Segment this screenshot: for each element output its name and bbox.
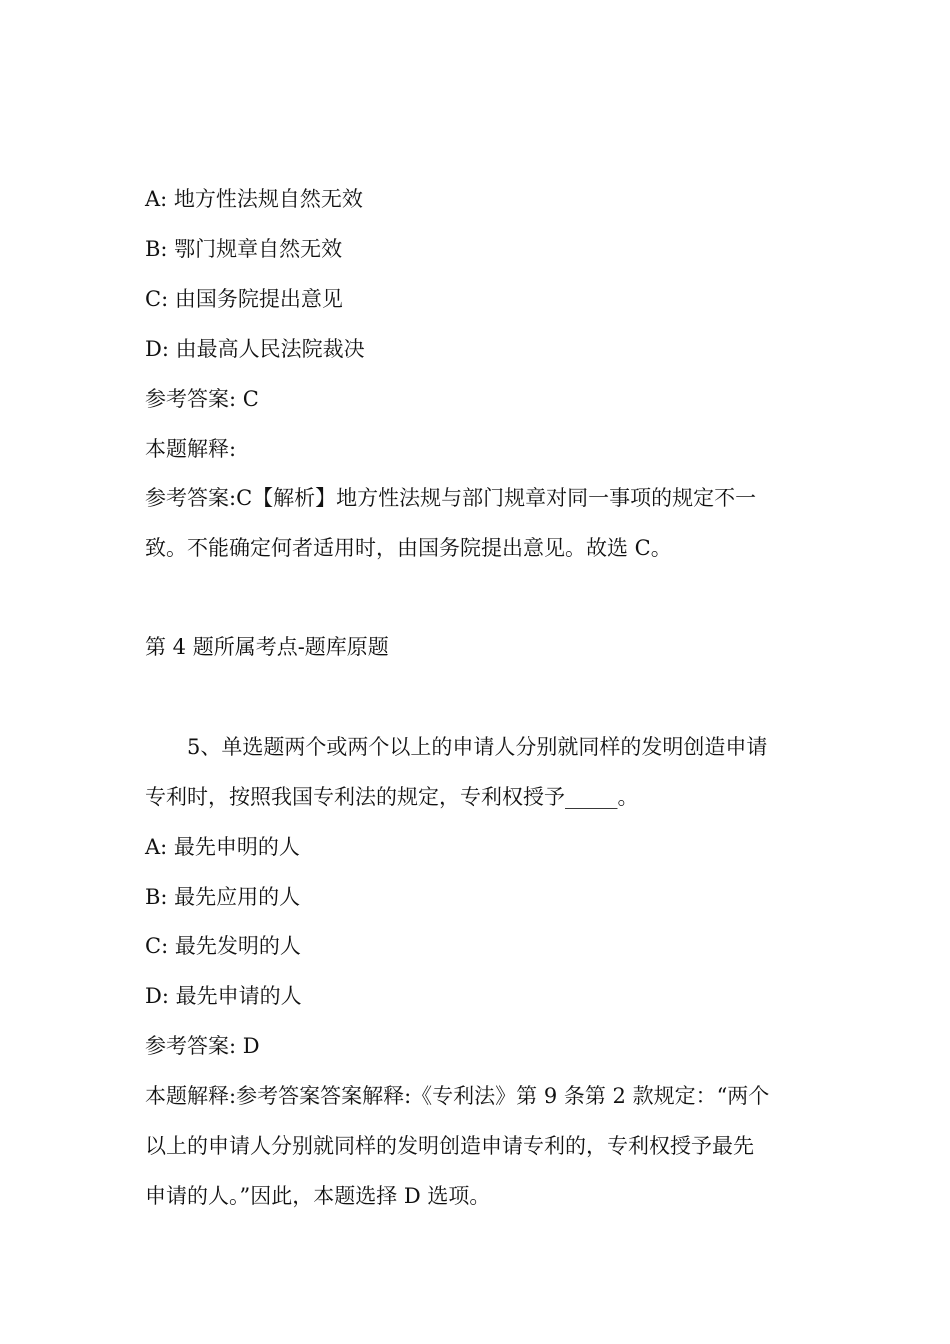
q4-option-d: D: 由最高人民法院裁决 bbox=[145, 337, 365, 361]
q5-explanation-line-3: 申请的人。”因此，本题选择 D 选项。 bbox=[145, 1184, 491, 1208]
q5-question-line-2: 专利时，按照我国专利法的规定，专利权授予_____。 bbox=[145, 785, 639, 809]
q5-question-line-1: 5、单选题两个或两个以上的申请人分别就同样的发明创造申请 bbox=[187, 735, 768, 759]
q5-explanation-line-2: 以上的申请人分别就同样的发明创造申请专利的，专利权授予最先 bbox=[145, 1134, 754, 1158]
q4-answer: 参考答案: C bbox=[145, 387, 259, 411]
q4-option-a: A: 地方性法规自然无效 bbox=[145, 187, 363, 211]
q5-option-c: C: 最先发明的人 bbox=[145, 934, 301, 958]
q5-option-d: D: 最先申请的人 bbox=[145, 984, 302, 1008]
q5-option-b: B: 最先应用的人 bbox=[145, 885, 301, 909]
q4-explanation-line-1: 参考答案:C【解析】地方性法规与部门规章对同一事项的规定不一 bbox=[145, 486, 757, 510]
q5-option-a: A: 最先申明的人 bbox=[145, 835, 300, 859]
q4-topic: 第 4 题所属考点-题库原题 bbox=[145, 635, 389, 659]
q4-option-b: B: 鄂门规章自然无效 bbox=[145, 237, 343, 261]
q5-explanation-line-1: 本题解释:参考答案答案解释:《专利法》第 9 条第 2 款规定：“两个 bbox=[145, 1084, 770, 1108]
q4-option-c: C: 由国务院提出意见 bbox=[145, 287, 343, 311]
q4-explanation-line-2: 致。不能确定何者适用时，由国务院提出意见。故选 C。 bbox=[145, 536, 672, 560]
q4-explanation-label: 本题解释: bbox=[145, 437, 237, 461]
q5-answer: 参考答案: D bbox=[145, 1034, 260, 1058]
